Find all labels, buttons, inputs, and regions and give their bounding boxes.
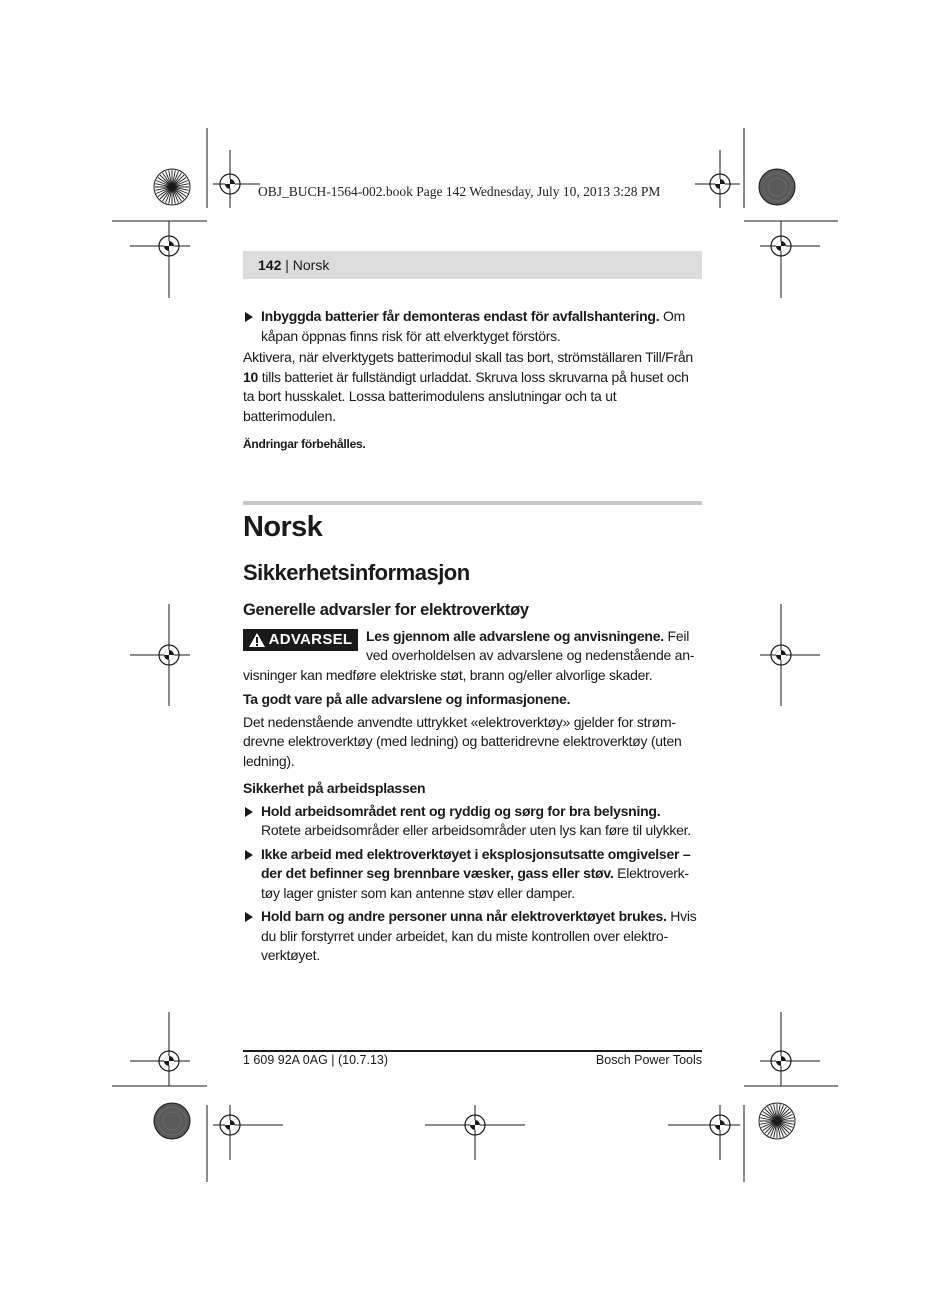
warning-bold-text: Les gjennom alle advarslene og anvisningene. — [366, 627, 664, 644]
footer-document-number: 1 609 92A 0AG | (10.7.13) — [243, 1053, 389, 1067]
warning-block — [243, 627, 702, 686]
print-slug-line: OBJ_BUCH-1564-002.book Page 142 Wednesday, July 10, 2013 3:28 PM — [258, 184, 661, 199]
bullet-bold-text: Hold arbeidsområdet rent og ryddig og sørg for bra belysning. — [261, 802, 661, 819]
safety-heading: Sikkerhetsinformasjon — [243, 559, 470, 585]
paragraph-text: Aktivera, när elverktygets batterimodul skall tas bort, strömställaren Till/Från — [243, 349, 693, 365]
swedish-bullet — [243, 307, 702, 346]
bullet-triangle-icon — [245, 807, 253, 817]
part-number: 10 — [243, 368, 259, 385]
bullet-text: Rotete arbeidsområder eller arbeidsområder uten lys kan føre til ulykker. — [261, 822, 691, 838]
header-separator: | — [281, 257, 293, 273]
header-section: Norsk — [292, 257, 330, 273]
language-title: Norsk — [243, 510, 323, 543]
bullet-bold-text: Inbyggda batterier får demonteras endast för avfallshantering. — [261, 308, 660, 324]
page-number: 142 — [258, 257, 282, 273]
workplace-safety-heading: Sikkerhet på arbeidsplassen — [243, 780, 426, 796]
keep-warnings-heading: Ta godt vare på alle advarslene og informasjonene. — [243, 691, 571, 707]
bullet-bold-text: Hold barn og andre personer unna når elektroverktøyet brukes. — [261, 908, 667, 924]
changes-note: Ändringar förbehålles. — [243, 437, 366, 451]
bullet-triangle-icon — [245, 850, 253, 860]
warning-text: Feil ved overholdelsen av advarslene og nedenstående an-visninger kan medføre elektriske støt, brann og/eller alvorlige skader. — [243, 627, 695, 683]
list-item — [243, 907, 702, 966]
footer-brand: Bosch Power Tools — [595, 1053, 702, 1067]
bullet-text: Elektroverk-tøy lager gnister som kan antenne støv eller damper. — [261, 865, 689, 901]
warning-triangle-icon — [249, 633, 265, 647]
battery-removal-paragraph — [243, 348, 702, 426]
definition-paragraph: Det nedenstående anvendte uttrykket «elektroverktøy» gjelder for strøm-drevne elektroverktøy (med ledning) og batteridrevne elektroverktøy (uten ledning). — [243, 713, 682, 769]
list-item — [243, 802, 702, 841]
bullet-triangle-icon — [245, 312, 253, 322]
paragraph-text: tills batteriet är fullständigt urladdat. Skruva loss skruvarna på huset och ta bort husskalet. Lossa batterimodulens anslutningar och ta ut batterimodulen. — [243, 368, 689, 424]
footer-rule — [243, 1050, 702, 1052]
bullet-text: Om kåpan öppnas finns risk för att elverktyget förstörs. — [261, 308, 686, 344]
warning-badge — [243, 629, 358, 651]
bullet-bold-text: Ikke arbeid med elektroverktøyet i eksplosjonsutsatte omgivelser – der det befinner seg brennbare væsker, gass eller støv. — [261, 845, 691, 881]
running-header — [243, 251, 702, 279]
list-item — [243, 845, 702, 904]
bullet-triangle-icon — [245, 912, 253, 922]
general-warnings-heading: Generelle advarsler for elektroverktøy — [243, 600, 529, 619]
section-divider — [243, 501, 702, 505]
warning-label: ADVARSEL — [268, 630, 353, 648]
bullet-text: Hvis du blir forstyrret under arbeidet, kan du miste kontrollen over elektro-verktøyet. — [261, 908, 697, 963]
page-content — [243, 307, 702, 966]
